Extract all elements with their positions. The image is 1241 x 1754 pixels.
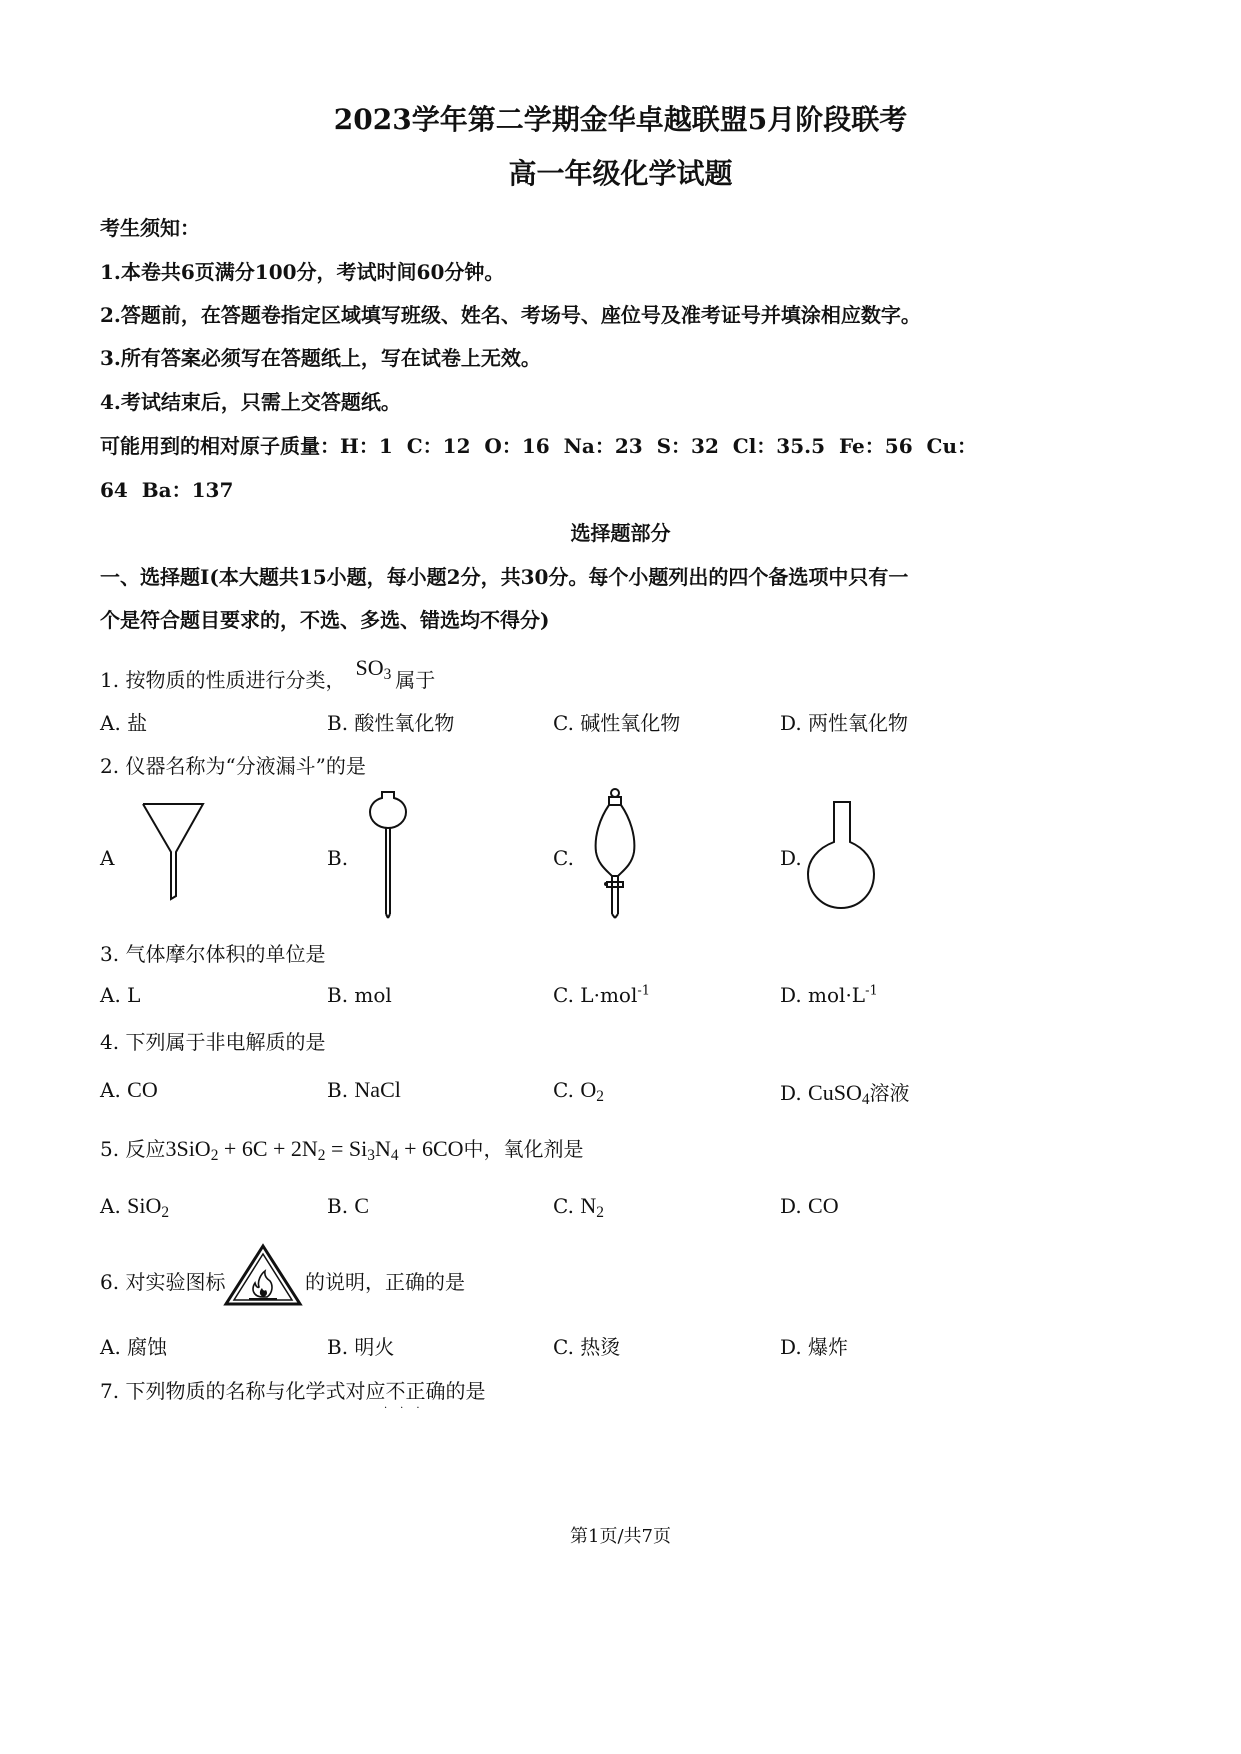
q2-option-d-label: D. xyxy=(780,846,802,870)
separatory-funnel-icon xyxy=(590,786,640,920)
exam-subtitle: 高一年级化学试题 xyxy=(508,157,733,190)
emphasis-dots: ··· xyxy=(384,1403,433,1414)
q4-option-b: B. NaCl xyxy=(327,1077,401,1102)
bulb-pipette-icon xyxy=(368,788,408,920)
q6-option-b: B. 明火 xyxy=(327,1335,395,1359)
question-5-stem: 5. 反应$3SiO_2 + 6C + 2N_2 = Si_3N_4 + 6CO$中，氧化剂是 xyxy=(100,1136,584,1164)
notice-item: 4.考试结束后，只需上交答题纸。 xyxy=(100,390,401,414)
question-7-stem: 7. 下列物质的名称与化学式对应不正确的是 xyxy=(100,1379,486,1403)
notice-item: 1.本卷共6页满分100分，考试时间60分钟。 xyxy=(100,260,505,284)
q3-option-b: B. mol xyxy=(327,983,392,1007)
q3-option-c: C. L·mol$^{-1}$ xyxy=(553,983,651,1007)
q2-option-c-label: C. xyxy=(553,846,574,870)
question-6-stem-after: 的说明，正确的是 xyxy=(305,1270,465,1294)
q2-option-b-label: B. xyxy=(327,846,349,870)
question-2-stem: 2. 仪器名称为“分液漏斗”的是 xyxy=(100,754,366,778)
q5-option-d: D. CO xyxy=(780,1193,839,1218)
question-3-stem: 3. 气体摩尔体积的单位是 xyxy=(100,942,326,966)
page-number: 第1页/共7页 xyxy=(570,1526,671,1547)
q4-option-a: A. CO xyxy=(100,1077,158,1102)
q1-option-a: A. 盐 xyxy=(100,711,148,735)
section-instruction: 一、选择题I(本大题共15小题，每小题2分，共30分。每个小题列出的四个备选项中只有一 xyxy=(100,565,909,589)
q5-option-a: A. SiO$_2$ xyxy=(100,1193,170,1221)
q5-option-b: B. C xyxy=(327,1193,370,1218)
q3-option-a: A. L xyxy=(100,983,141,1007)
notice-item: 2.答题前，在答题卷指定区域填写班级、姓名、考场号、座位号及准考证号并填涂相应数字。 xyxy=(100,303,921,327)
round-flask-icon xyxy=(806,798,876,910)
q4-option-c: C. $O_2$ xyxy=(553,1077,604,1105)
funnel-icon xyxy=(140,800,206,902)
question-6-stem-before: 6. 对实验图标 xyxy=(100,1270,226,1294)
q2-option-a-label: A xyxy=(100,846,115,870)
notice-heading: 考生须知： xyxy=(100,216,200,240)
exam-title: 2023学年第二学期金华卓越联盟5月阶段联考 xyxy=(333,103,908,136)
q1-option-c: C. 碱性氧化物 xyxy=(553,711,681,735)
section-title: 选择题部分 xyxy=(570,521,671,545)
question-1-stem: 1. 按物质的性质进行分类， $SO_3$ 属于 xyxy=(100,655,436,692)
reaction-equation: $3SiO_2 + 6C + 2N_2 = Si_3N_4 + 6CO$ xyxy=(165,1136,464,1164)
q4-option-d: D. CuSO$_4$溶液 xyxy=(780,1080,910,1108)
atomic-masses-cont: 64 Ba：137 xyxy=(100,478,234,502)
q3-option-d: D. $mol\cdot L^{-1}$ xyxy=(780,983,878,1007)
q5-option-c: C. $N_2$ xyxy=(553,1193,604,1221)
q1-option-b: B. 酸性氧化物 xyxy=(327,711,455,735)
notice-item: 3.所有答案必须写在答题纸上，写在试卷上无效。 xyxy=(100,346,541,370)
q6-option-d: D. 爆炸 xyxy=(780,1335,849,1359)
q6-option-c: C. 热烫 xyxy=(553,1335,621,1359)
section-instruction-cont: 个是符合题目要求的，不选、多选、错选均不得分) xyxy=(100,608,550,632)
question-4-stem: 4. 下列属于非电解质的是 xyxy=(100,1030,326,1054)
q1-option-d: D. 两性氧化物 xyxy=(780,711,909,735)
open-flame-warning-icon xyxy=(223,1243,303,1307)
atomic-masses: 可能用到的相对原子质量：H：1 C：12 O：16 Na：23 S：32 Cl：35.5 Fe：56 Cu： xyxy=(100,434,977,458)
q6-option-a: A. 腐蚀 xyxy=(100,1335,168,1359)
